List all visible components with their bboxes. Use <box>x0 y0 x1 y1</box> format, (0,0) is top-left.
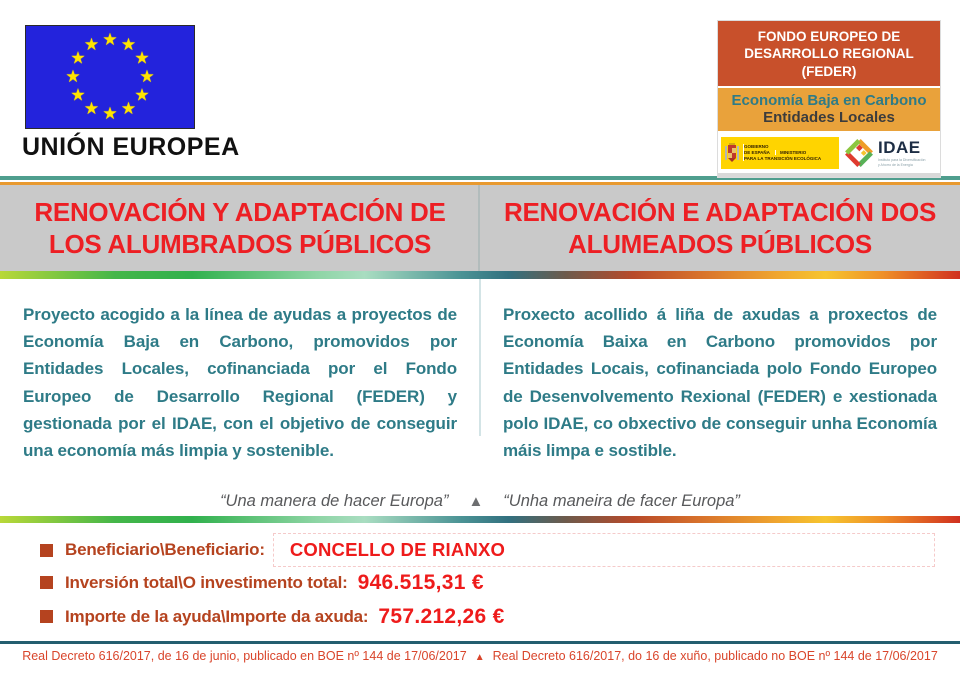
motto-row <box>0 487 960 516</box>
paragraph-galician-container <box>480 301 960 464</box>
rainbow-rule <box>0 271 960 279</box>
idae-tagline: Instituto para la Diversificación y Ahorro de la Energía <box>878 158 926 167</box>
idae-diamond-icon <box>844 138 874 168</box>
idae-name: IDAE <box>878 138 921 158</box>
ministerio-name: MINISTERIO PARA LA TRANSICIÓN ECOLÓGICA <box>744 149 822 161</box>
column-divider-line <box>478 185 480 271</box>
footer-rule <box>0 641 960 644</box>
gobierno-text <box>743 144 821 161</box>
rainbow-rule <box>0 516 960 523</box>
paragraphs-section <box>0 279 960 487</box>
heading-galician: RENOVACIÓN E ADAPTACIÓN DOS ALUMEADOS PÚBLICOS <box>504 196 936 259</box>
square-bullet-icon <box>40 576 53 589</box>
detail-row-grant <box>40 603 960 630</box>
square-bullet-icon <box>40 610 53 623</box>
investment-label: Inversión total\O investimento total: <box>65 572 348 592</box>
paragraph-spanish: Proyecto acogido a la línea de ayudas a proyectos de Economía Baja en Carbono, promovidos por Entidades Locales, cofinanciada por el Fondo Europeo de Desarrollo Regional (FEDER) y gestionada por el IDAE, con el objetivo de conseguir una economía más limpia y sostenible. <box>23 305 457 460</box>
feder-line: (FEDER) <box>801 63 857 79</box>
grant-label: Importe de la ayuda\Importe da axuda: <box>65 606 369 626</box>
decree-spanish: Real Decreto 616/2017, de 16 de junio, publicado en BOE nº 144 de 17/06/2017 <box>22 649 467 663</box>
motto-spanish: “Una manera de hacer Europa” <box>220 492 449 510</box>
detail-row-investment <box>40 569 960 596</box>
investment-value: 946.515,31 € <box>357 570 484 594</box>
funding-logos-block <box>717 20 941 178</box>
gobierno-espana-logo <box>721 137 839 169</box>
gobierno-name: GOBIERNO DE ESPAÑA <box>744 144 776 155</box>
square-bullet-icon <box>40 544 53 557</box>
beneficiary-value: CONCELLO DE RIANXO <box>289 539 506 560</box>
beneficiary-label: Beneficiario\Beneficiario: <box>65 540 265 559</box>
program-line-economia: Economía Baja en Carbono <box>731 91 927 109</box>
decree-galician: Real Decreto 616/2017, do 16 de xuño, publicado no BOE nº 144 de 17/06/2017 <box>492 649 938 663</box>
triangle-separator-icon: ▲ <box>468 493 484 510</box>
logos-row <box>718 133 940 173</box>
grant-value: 757.212,26 € <box>378 604 505 628</box>
detail-row-beneficiary <box>40 533 960 567</box>
feder-line: DESARROLLO REGIONAL <box>744 46 914 62</box>
paragraph-galician: Proxecto acollido á liña de axudas a proxectos de Economía Baixa en Carbono promovidos por Entidades Locais, cofinanciada polo Fondo Europeo de Desenvolvemento Rexional (FEDER) e xestionada polo IDAE, co obxectivo de conseguir unha Economía máis limpa e sostible. <box>503 305 937 460</box>
coat-of-arms-icon <box>724 142 740 164</box>
header <box>0 0 960 176</box>
motto-galician: “Unha maneira de facer Europa” <box>503 492 740 510</box>
triangle-separator-icon: ▲ <box>474 652 485 663</box>
eu-flag: ★ ★ ★ ★ ★ ★ ★ ★ ★ ★ ★ ★ <box>25 25 195 129</box>
idae-logo <box>844 138 925 168</box>
heading-band <box>0 185 960 271</box>
logo-block-bottom-strip <box>718 173 940 177</box>
program-banner <box>718 88 940 131</box>
union-europea-label: UNIÓN EUROPEA <box>22 133 240 161</box>
heading-spanish: RENOVACIÓN Y ADAPTACIÓN DE LOS ALUMBRADOS PÚBLICOS <box>34 196 446 259</box>
footer-decree-text <box>0 649 960 663</box>
heading-left-container <box>0 185 480 271</box>
feder-line: FONDO EUROPEO DE <box>757 29 901 44</box>
feder-banner <box>718 21 940 86</box>
heading-right-container <box>480 185 960 271</box>
program-line-entidades: Entidades Locales <box>763 108 895 126</box>
project-details <box>0 523 960 641</box>
beneficiary-value-box <box>273 533 935 567</box>
paragraph-spanish-container <box>0 301 480 464</box>
